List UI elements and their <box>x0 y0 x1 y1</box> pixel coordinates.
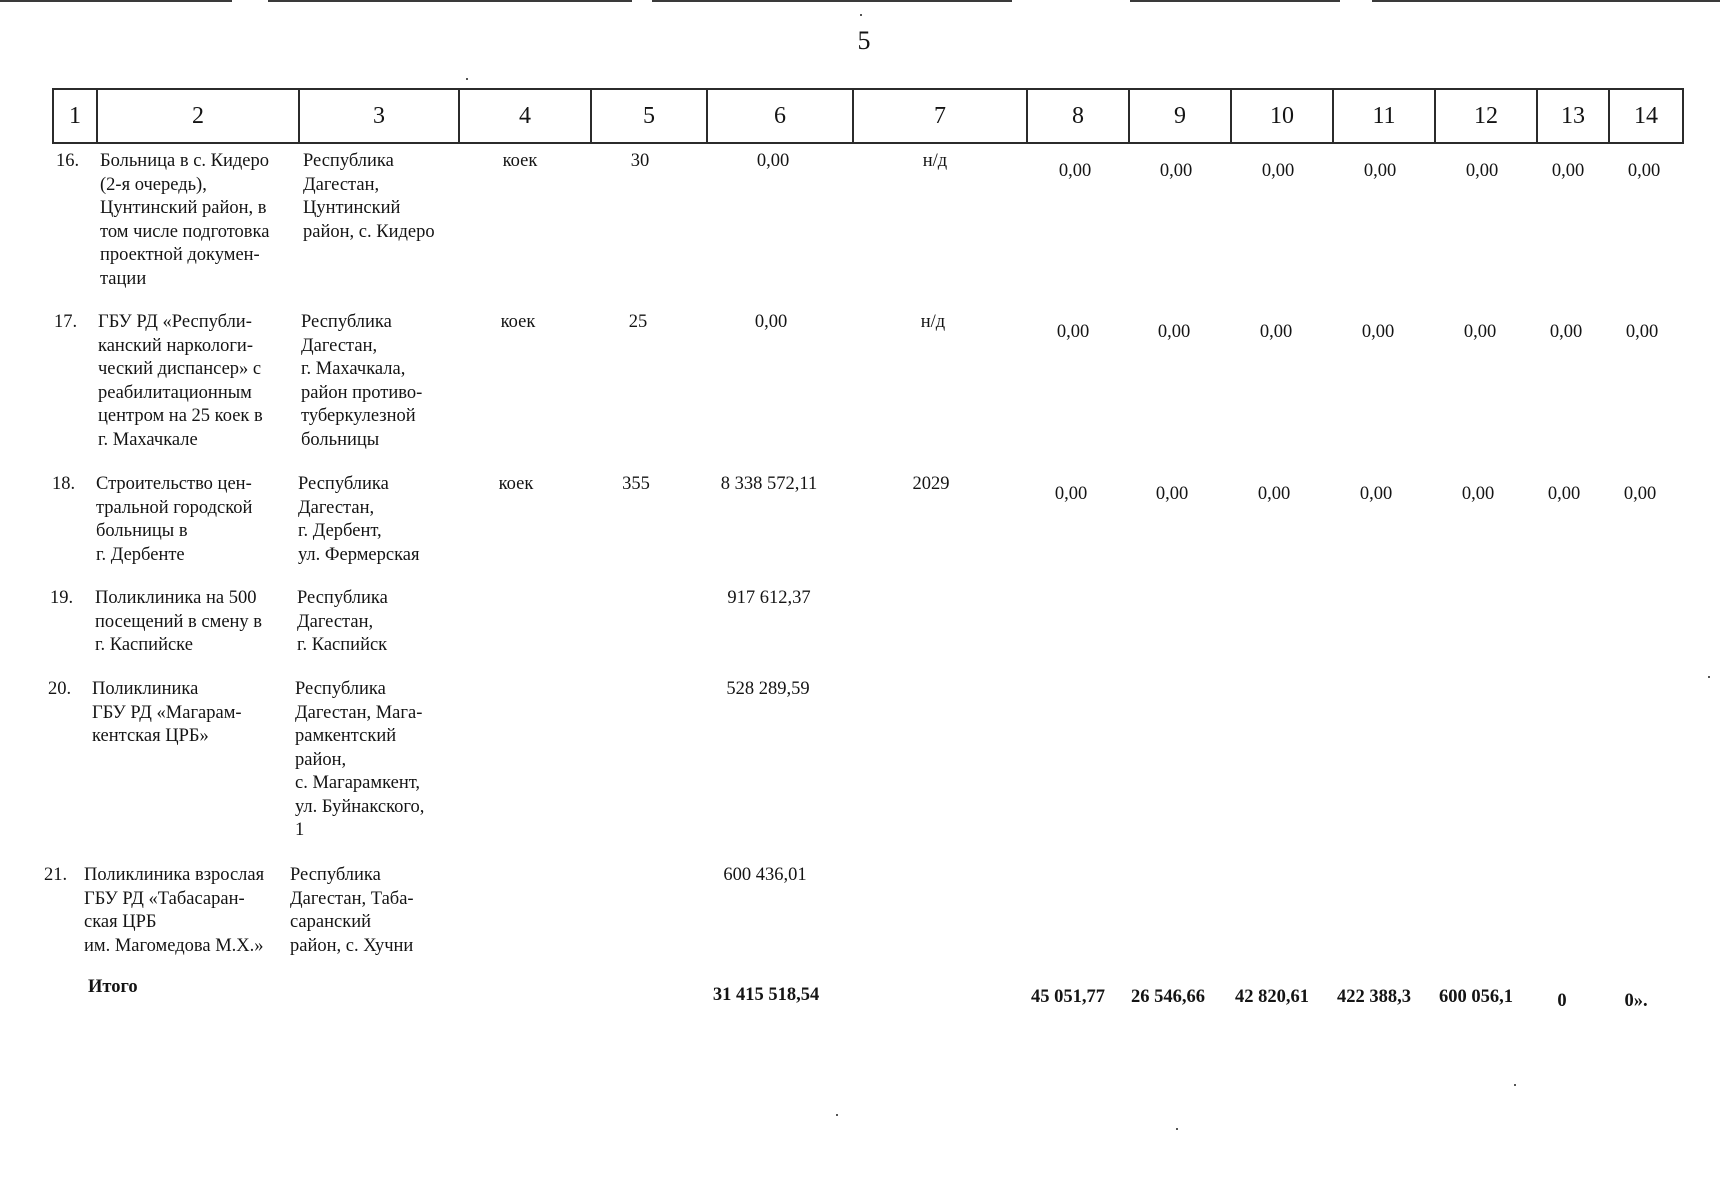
object-name: Поликлиника ГБУ РД «Магарам- кентская ЦРБ» <box>92 679 242 746</box>
value-col-8: 0,00 <box>1054 484 1088 504</box>
scan-speck <box>1514 1084 1516 1086</box>
cost-value: 0,00 <box>756 151 790 171</box>
row-number: 18. <box>52 474 76 494</box>
column-header: 10 <box>1230 90 1332 142</box>
unit-of-measure: коек <box>502 151 538 171</box>
column-header: 6 <box>706 90 852 142</box>
cost-value: 0,00 <box>754 312 788 332</box>
scan-speck <box>836 1114 838 1116</box>
total-col-10: 42 820,61 <box>1235 987 1309 1007</box>
object-address: Республика Дагестан, Таба- саранский район, с. Хучни <box>290 865 414 956</box>
table-header-row <box>52 88 1684 144</box>
value-col-11: 0,00 <box>1363 161 1397 181</box>
value-col-13: 0,00 <box>1547 484 1581 504</box>
column-header: 2 <box>96 90 298 142</box>
completion-year: н/д <box>922 151 948 171</box>
value-col-12: 0,00 <box>1465 161 1499 181</box>
object-name: Больница в с. Кидеро (2-я очередь), Цунтинский район, в том числе подготовка проектной докумен- тации <box>100 151 270 289</box>
value-col-14: 0,00 <box>1623 484 1657 504</box>
column-header: 14 <box>1608 90 1684 142</box>
object-address: Республика Дагестан, г. Каспийск <box>297 588 388 655</box>
top-edge-rule <box>652 0 1012 2</box>
value-col-12: 0,00 <box>1461 484 1495 504</box>
value-col-10: 0,00 <box>1257 484 1291 504</box>
total-col-9: 26 546,66 <box>1131 987 1205 1007</box>
column-header: 4 <box>458 90 590 142</box>
row-number: 19. <box>50 588 74 608</box>
cost-value: 528 289,59 <box>726 679 810 699</box>
column-header: 13 <box>1536 90 1608 142</box>
value-col-14: 0,00 <box>1625 322 1659 342</box>
capacity-value: 355 <box>622 474 650 494</box>
column-header: 8 <box>1026 90 1128 142</box>
total-col-13: 0 <box>1557 991 1567 1011</box>
object-name: Строительство цен- тральной городской больницы в г. Дербенте <box>96 474 253 565</box>
cost-value: 8 338 572,11 <box>720 474 818 494</box>
value-col-13: 0,00 <box>1549 322 1583 342</box>
column-header: 11 <box>1332 90 1434 142</box>
cost-value: 917 612,37 <box>727 588 811 608</box>
scan-speck <box>1708 676 1710 678</box>
object-name: ГБУ РД «Республи- канский наркологи- ческий диспансер» с реабилитационным центром на 25 коек в г. Махачкале <box>98 312 263 450</box>
top-edge-rule <box>268 0 632 2</box>
row-number: 17. <box>54 312 78 332</box>
cost-value: 600 436,01 <box>723 865 807 885</box>
value-col-12: 0,00 <box>1463 322 1497 342</box>
value-col-11: 0,00 <box>1359 484 1393 504</box>
row-number: 20. <box>48 679 72 699</box>
column-header: 9 <box>1128 90 1230 142</box>
value-col-8: 0,00 <box>1056 322 1090 342</box>
object-address: Республика Дагестан, Цунтинский район, с. Кидеро <box>303 151 435 242</box>
top-edge-rule <box>0 0 232 2</box>
scan-speck <box>1176 1128 1178 1130</box>
unit-of-measure: коек <box>500 312 536 332</box>
value-col-11: 0,00 <box>1361 322 1395 342</box>
column-header: 12 <box>1434 90 1536 142</box>
scan-speck <box>466 78 468 80</box>
top-edge-rule <box>1130 0 1340 2</box>
object-name: Поликлиника взрослая ГБУ РД «Табасаран- ская ЦРБ им. Магомедова М.Х.» <box>84 865 265 956</box>
scan-speck <box>860 14 862 16</box>
total-col-12: 600 056,1 <box>1439 987 1513 1007</box>
total-cost: 31 415 518,54 <box>712 985 820 1005</box>
value-col-14: 0,00 <box>1627 161 1661 181</box>
object-address: Республика Дагестан, г. Махачкала, район противо- туберкулезной больницы <box>301 312 423 450</box>
value-col-9: 0,00 <box>1155 484 1189 504</box>
object-address: Республика Дагестан, Мага- рамкентский район, с. Магарамкент, ул. Буйнакского, 1 <box>295 679 425 840</box>
value-col-8: 0,00 <box>1058 161 1092 181</box>
total-col-11: 422 388,3 <box>1337 987 1411 1007</box>
capacity-value: 30 <box>630 151 650 171</box>
page-number: 5 <box>857 26 871 55</box>
object-name: Поликлиника на 500 посещений в смену в г. Каспийске <box>95 588 263 655</box>
capacity-value: 25 <box>628 312 648 332</box>
completion-year: н/д <box>920 312 946 332</box>
top-edge-rule <box>1372 0 1720 2</box>
row-number: 16. <box>56 151 80 171</box>
value-col-9: 0,00 <box>1157 322 1191 342</box>
column-header: 5 <box>590 90 706 142</box>
object-address: Республика Дагестан, г. Дербент, ул. Фермерская <box>298 474 420 565</box>
completion-year: 2029 <box>912 474 950 494</box>
unit-of-measure: коек <box>498 474 534 494</box>
row-number: 21. <box>44 865 68 885</box>
value-col-9: 0,00 <box>1159 161 1193 181</box>
value-col-10: 0,00 <box>1261 161 1295 181</box>
column-header: 3 <box>298 90 458 142</box>
column-header: 1 <box>52 90 96 142</box>
value-col-13: 0,00 <box>1551 161 1585 181</box>
total-label: Итого <box>88 977 138 997</box>
column-header: 7 <box>852 90 1026 142</box>
value-col-10: 0,00 <box>1259 322 1293 342</box>
total-col-14: 0». <box>1624 991 1648 1011</box>
total-col-8: 45 051,77 <box>1031 987 1105 1007</box>
